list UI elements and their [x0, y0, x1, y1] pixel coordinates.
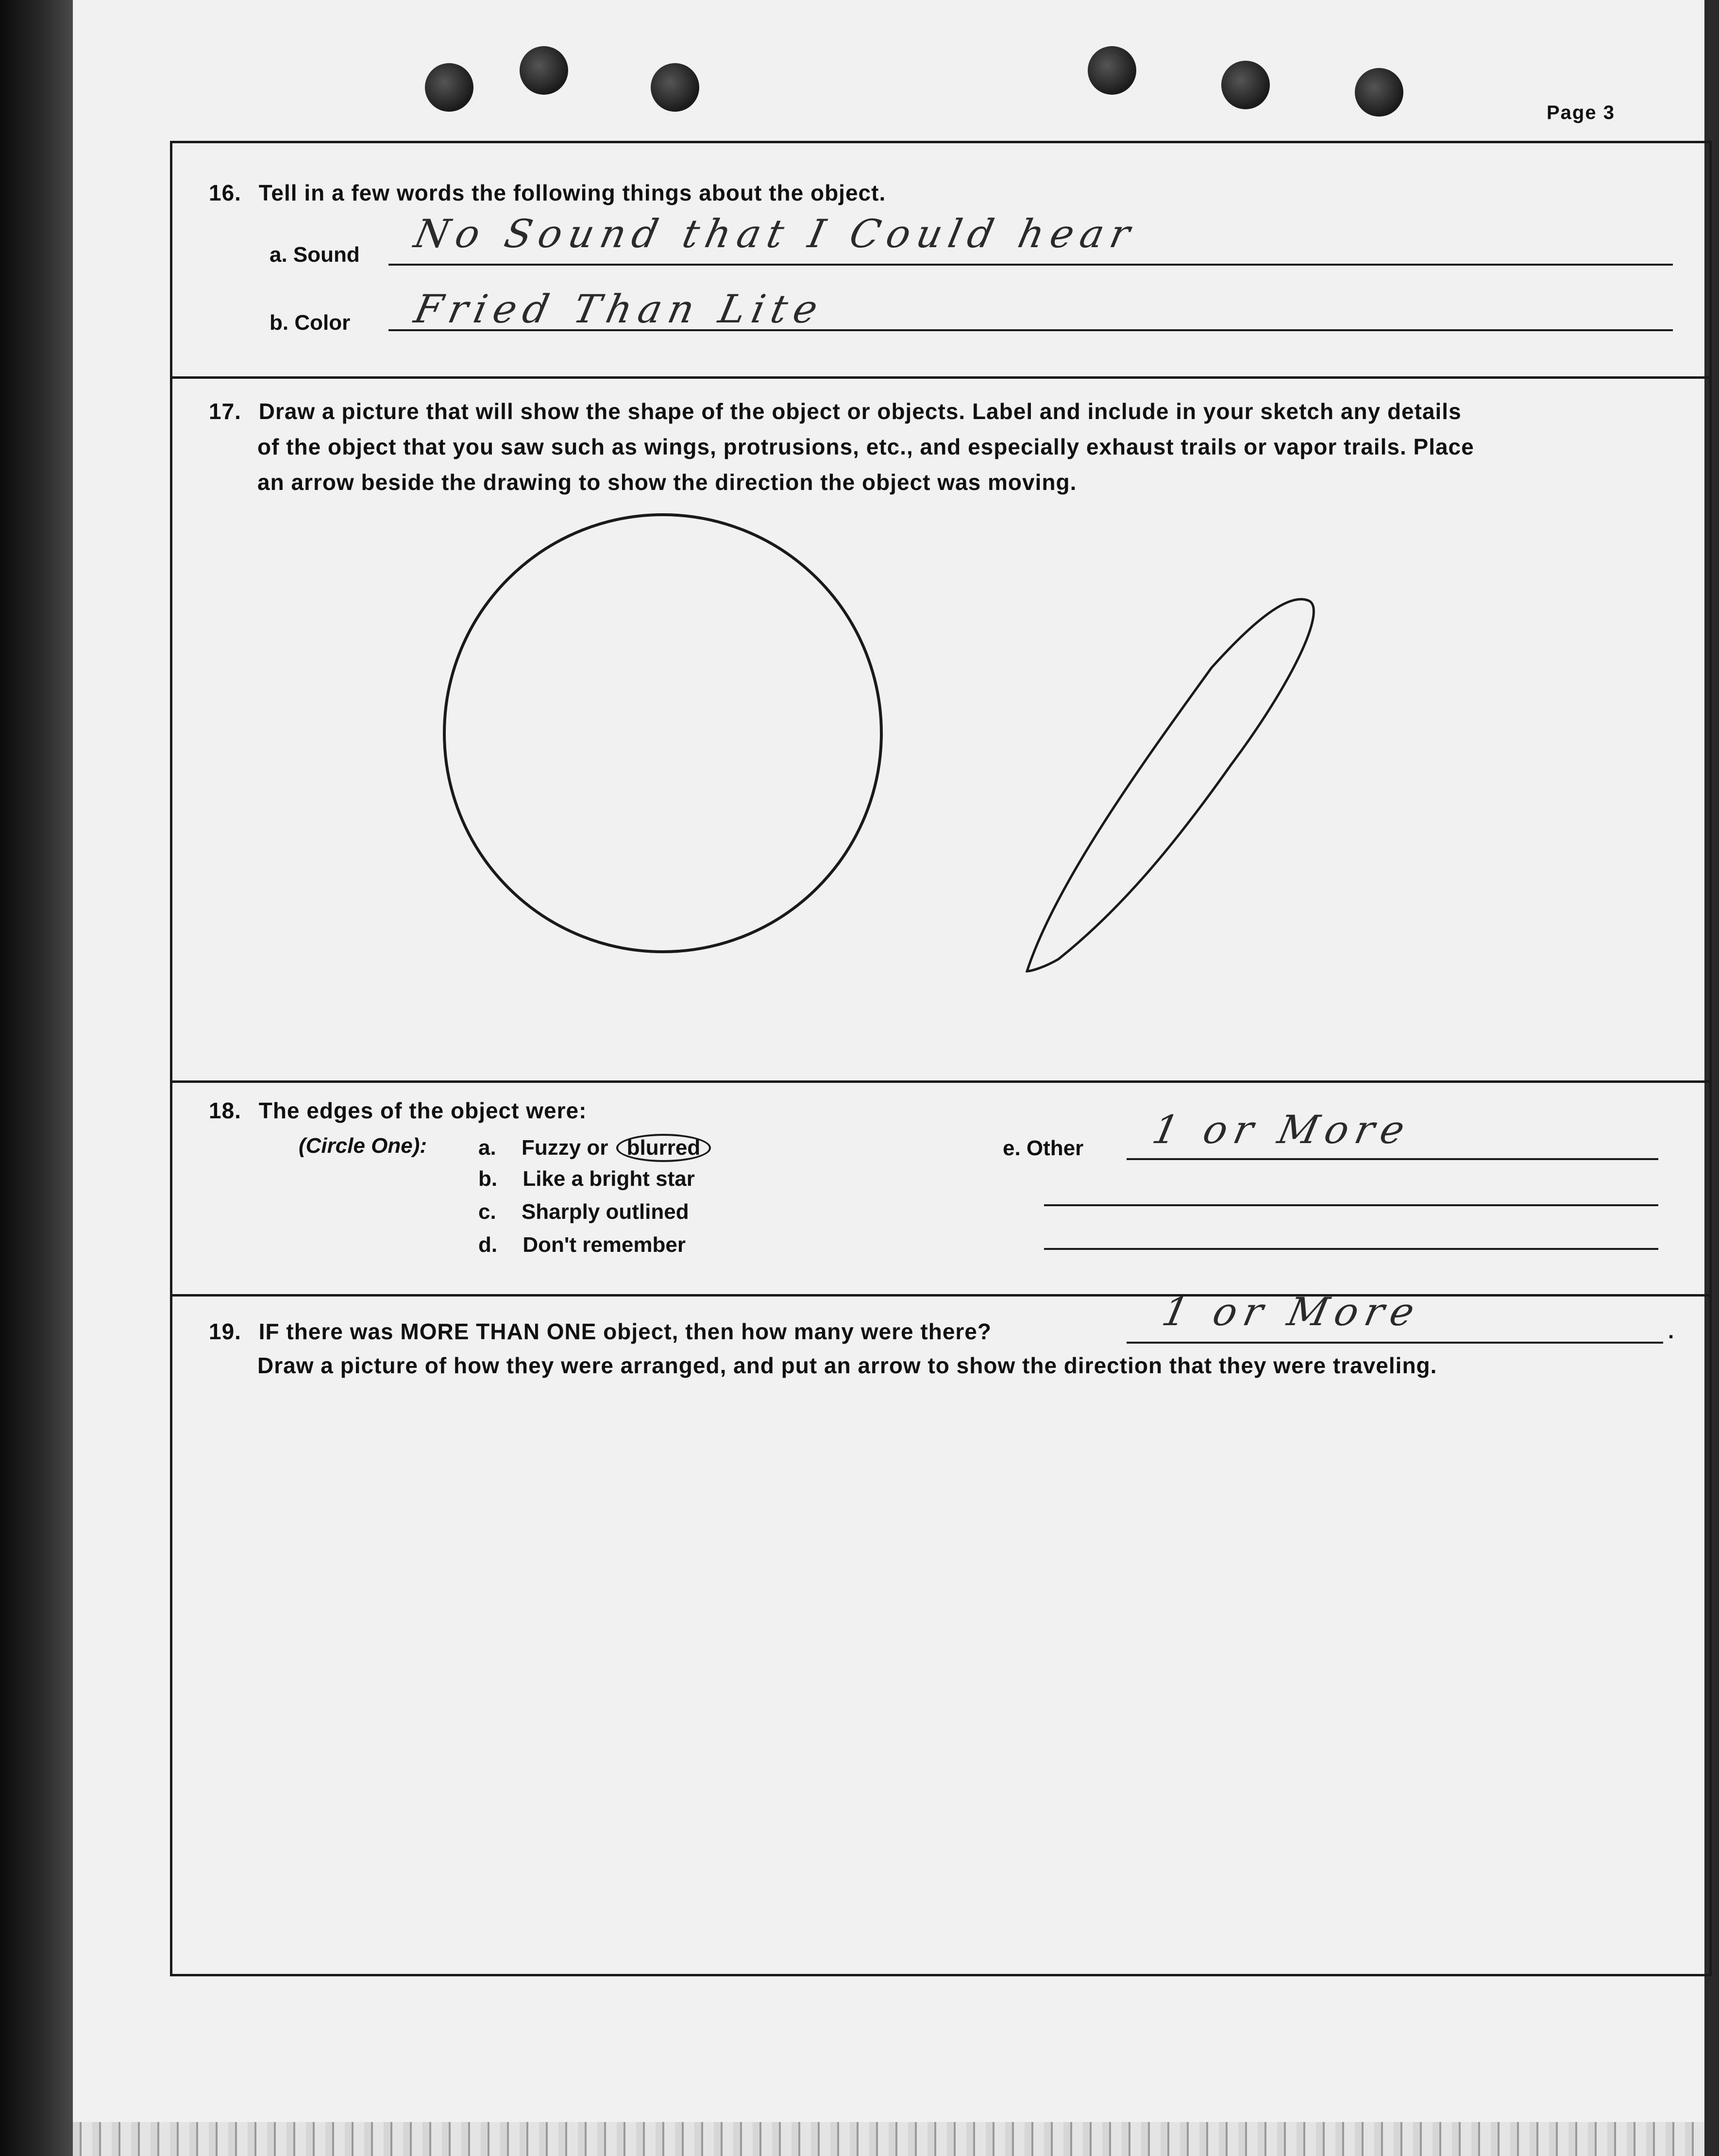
question-prompt-line: Draw a picture of how they were arranged, and put an arrow to show the direction that they were traveling. — [257, 1353, 1437, 1378]
scan-bottom-strip — [73, 2122, 1704, 2156]
question-prompt: Tell in a few words the following things about the object. — [258, 180, 886, 205]
question-prompt-line: of the object that you saw such as wings, protrusions, etc., and especially exhaust trails or vapor trails. Place — [257, 434, 1474, 459]
count-answer-line — [1127, 1342, 1663, 1344]
question-19 — [209, 1318, 992, 1345]
punch-hole — [1355, 68, 1403, 117]
option-text: Don't remember — [522, 1233, 686, 1257]
elongated-ellipse-shape-icon — [1027, 599, 1314, 971]
scan-edge-shadow — [0, 0, 73, 2156]
question-number: 19. — [209, 1319, 241, 1344]
other-answer-line-3 — [1044, 1248, 1658, 1250]
form-frame — [170, 141, 1712, 1976]
color-label: b. Color — [270, 311, 351, 335]
punch-hole — [425, 63, 473, 112]
option-letter: d. — [478, 1233, 498, 1257]
circle-one-label: (Circle One): — [299, 1134, 427, 1158]
question-prompt: The edges of the object were: — [258, 1098, 587, 1123]
sound-answer-line — [388, 264, 1673, 266]
option-letter: c. — [478, 1200, 496, 1224]
option-letter: a. — [478, 1136, 496, 1160]
option-c[interactable] — [478, 1200, 689, 1224]
color-answer[interactable]: Fried Than Lite — [410, 286, 828, 332]
option-d[interactable] — [478, 1233, 686, 1257]
option-text: Sharply outlined — [521, 1200, 689, 1224]
option-a[interactable] — [478, 1134, 711, 1162]
sound-answer[interactable]: No Sound that I Could hear — [410, 211, 1141, 256]
punch-hole — [651, 63, 699, 112]
question-number: 17. — [209, 399, 241, 424]
circled-option: blurred — [616, 1134, 711, 1162]
section-divider — [172, 1080, 1709, 1083]
other-answer[interactable]: 1 or More — [1148, 1107, 1416, 1152]
form-sheet — [73, 0, 1704, 2156]
option-text: Like a bright star — [522, 1167, 695, 1191]
option-letter: b. — [478, 1167, 498, 1191]
option-b[interactable] — [478, 1167, 695, 1191]
section-divider — [172, 376, 1709, 379]
other-label: e. Other — [1003, 1136, 1084, 1160]
page-number: Page 3 — [1547, 102, 1615, 123]
question-number: 16. — [209, 180, 241, 205]
punch-hole — [520, 46, 568, 95]
question-prompt-line: an arrow beside the drawing to show the direction the object was moving. — [257, 470, 1077, 495]
other-answer-line — [1127, 1158, 1658, 1160]
option-text: Fuzzy or — [521, 1136, 608, 1160]
end-mark: . — [1668, 1319, 1674, 1343]
sound-label: a. Sound — [270, 243, 360, 267]
section-divider — [172, 1294, 1709, 1297]
punch-hole — [1221, 61, 1270, 109]
question-16 — [209, 180, 886, 206]
question-17 — [209, 398, 1462, 424]
count-answer[interactable]: 1 or More — [1158, 1289, 1425, 1334]
question-18 — [209, 1097, 587, 1124]
punch-hole — [1088, 46, 1136, 95]
question-prompt: IF there was MORE THAN ONE object, then how many were there? — [258, 1319, 992, 1344]
circle-shape-icon — [444, 515, 881, 952]
question-number: 18. — [209, 1098, 241, 1123]
question-prompt-line: Draw a picture that will show the shape of the object or objects. Label and include in your sketch any details — [258, 399, 1462, 424]
other-answer-line-2 — [1044, 1204, 1658, 1206]
